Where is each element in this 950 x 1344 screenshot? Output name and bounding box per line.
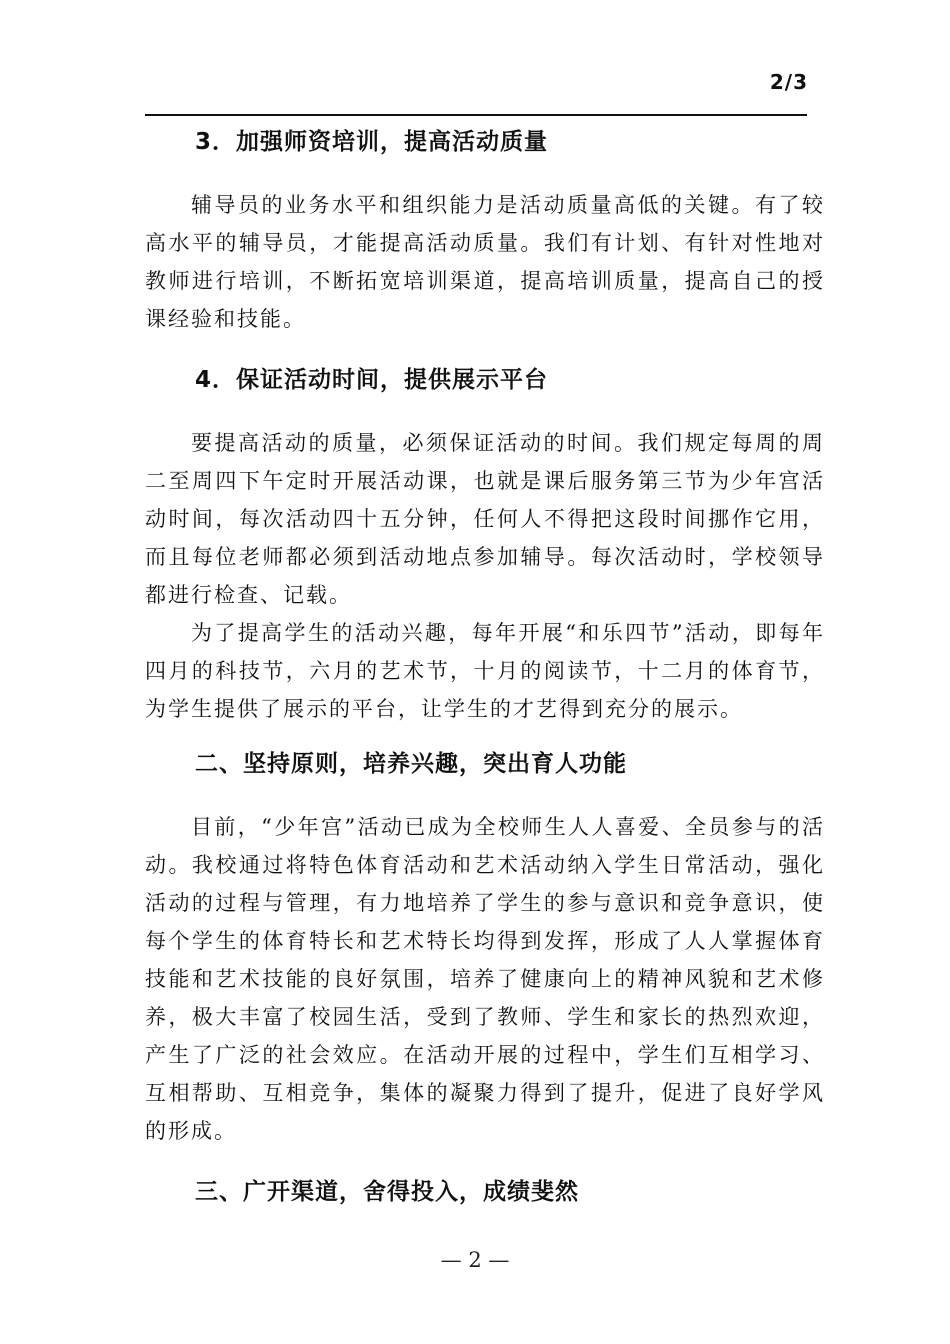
section-heading-channels: 三、广开渠道，舍得投入，成绩斐然: [195, 1179, 579, 1205]
paragraph-activity-time: 要提高活动的质量，必须保证活动的时间。我们规定每周的周二至周四下午定时开展活动课，也就是课后服务第三节为少年宫活动时间，每次活动四十五分钟，任何人不得把这段时间挪作它用，而且每位老师都必须到活动地点参加辅导。每次活动时，学校领导都进行检查、记载。: [145, 431, 825, 607]
section-heading-principles: 二、坚持原则，培养兴趣，突出育人功能: [195, 751, 627, 777]
header-divider: [145, 114, 807, 116]
page-counter: 2/3: [769, 70, 808, 94]
paragraph-four-festivals: 为了提高学生的活动兴趣，每年开展“和乐四节”活动，即每年四月的科技节，六月的艺术节，十月的阅读节，十二月的体育节，为学生提供了展示的平台，让学生的才艺得到充分的展示。: [145, 621, 825, 721]
document-body: [145, 122, 825, 1212]
section-heading-activity-time: 4．保证活动时间，提供展示平台: [195, 367, 549, 393]
footer-page-number: — 2 —: [440, 1248, 510, 1272]
paragraph-principles: 目前，“少年宫”活动已成为全校师生人人喜爱、全员参与的活动。我校通过将特色体育活动和艺术活动纳入学生日常活动，强化活动的过程与管理，有力地培养了学生的参与意识和竞争意识，使每个学生的体育特长和艺术特长均得到发挥，形成了人人掌握体育技能和艺术技能的良好氛围，培养了健康向上的精神风貌和艺术修养，极大丰富了校园生活，受到了教师、学生和家长的热烈欢迎，产生了广泛的社会效应。在活动开展的过程中，学生们互相学习、互相帮助、互相竞争，集体的凝聚力得到了提升，促进了良好学风的形成。: [145, 815, 825, 1143]
paragraph-training: 辅导员的业务水平和组织能力是活动质量高低的关键。有了较高水平的辅导员，才能提高活动质量。我们有计划、有针对性地对教师进行培训，不断拓宽培训渠道，提高培训质量，提高自己的授课经验和技能。: [145, 193, 825, 331]
section-heading-training: 3．加强师资培训，提高活动质量: [195, 129, 549, 155]
